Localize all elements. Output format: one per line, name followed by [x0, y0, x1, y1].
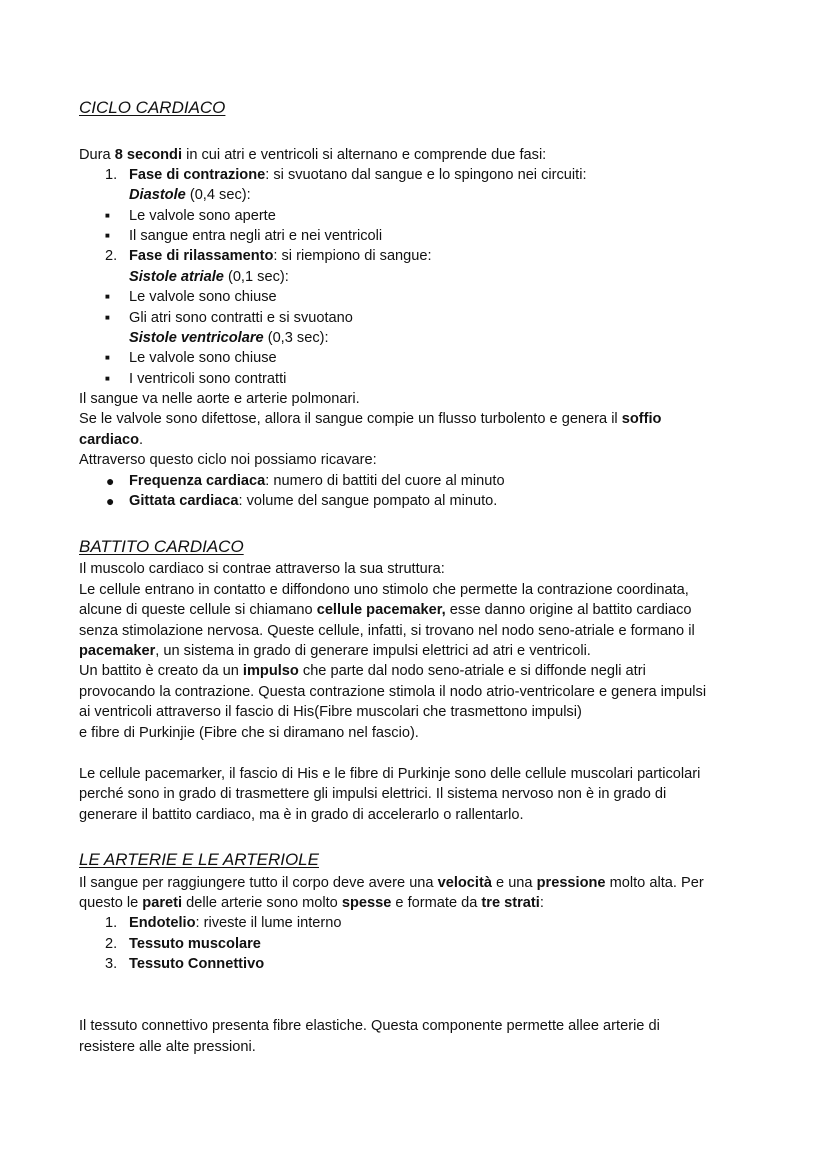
list-item: Gli atri sono contratti e si svuotano: [129, 310, 353, 326]
paragraph-line: ai ventricoli attraverso il fascio di His(Fibre muscolari che trasmettono impulsi): [79, 704, 582, 720]
list-item: I ventricoli sono contratti: [129, 371, 287, 387]
section-title-arterie: LE ARTERIE E LE ARTERIOLE: [79, 850, 319, 869]
paragraph-line: provocando la contrazione. Questa contrazione stimola il nodo atrio-ventricolare e genera impulsi: [79, 684, 707, 700]
round-bullet-icon: ●: [106, 473, 115, 489]
paragraph-line: senza stimolazione nervosa. Queste cellule, infatti, si trovano nel nodo seno-atriale e formano il: [79, 623, 695, 639]
list-item: Le valvole sono aperte: [129, 208, 276, 224]
list-item-frequenza: Frequenza cardiaca: numero di battiti del cuore al minuto: [129, 473, 505, 489]
subheading-diastole: Diastole (0,4 sec):: [129, 187, 251, 203]
list-number: 1.: [105, 915, 118, 931]
paragraph-line: Dura 8 secondi in cui atri e ventricoli si alternano e comprende due fasi:: [79, 147, 547, 163]
list-number: 2.: [105, 248, 118, 264]
list-number: 2.: [105, 936, 118, 952]
list-number: 3.: [105, 956, 118, 972]
list-item-fase-rilassamento: Fase di rilassamento: si riempiono di sangue:: [129, 248, 432, 264]
square-bullet-icon: ■: [105, 353, 110, 362]
paragraph-line: cardiaco.: [79, 432, 144, 448]
list-item-tessuto-muscolare: Tessuto muscolare: [129, 936, 261, 952]
subheading-sistole-atriale: Sistole atriale (0,1 sec):: [129, 269, 289, 285]
paragraph-line: resistere alle alte pressioni.: [79, 1039, 256, 1055]
paragraph-line: Il sangue per raggiungere tutto il corpo deve avere una velocità e una pressione molto alta. Per: [79, 875, 704, 891]
square-bullet-icon: ■: [105, 313, 110, 322]
square-bullet-icon: ■: [105, 374, 110, 383]
paragraph-line: Se le valvole sono difettose, allora il sangue compie un flusso turbolento e genera il soffio: [79, 411, 662, 427]
paragraph-line: Il sangue va nelle aorte e arterie polmonari.: [79, 391, 360, 407]
square-bullet-icon: ■: [105, 231, 110, 240]
list-item: Il sangue entra negli atri e nei ventricoli: [129, 228, 383, 244]
list-item-tessuto-connettivo: Tessuto Connettivo: [129, 956, 265, 972]
paragraph-line: questo le pareti delle arterie sono molto spesse e formate da tre strati:: [79, 895, 544, 911]
paragraph-line: Il muscolo cardiaco si contrae attraverso la sua struttura:: [79, 561, 445, 577]
paragraph-line: Attraverso questo ciclo noi possiamo ricavare:: [79, 452, 377, 468]
subheading-sistole-ventricolare: Sistole ventricolare (0,3 sec):: [129, 330, 329, 346]
paragraph-line: pacemaker, un sistema in grado di generare impulsi elettrici ad atri e ventricoli.: [79, 643, 591, 659]
list-item: Le valvole sono chiuse: [129, 289, 277, 305]
paragraph-line: perché sono in grado di trasmettere gli impulsi elettrici. Il sistema nervoso non è in grado di: [79, 786, 667, 802]
square-bullet-icon: ■: [105, 292, 110, 301]
paragraph-line: Le cellule pacemarker, il fascio di His e le fibre di Purkinje sono delle cellule muscolari particolari: [79, 766, 701, 782]
section-title-battito-cardiaco: BATTITO CARDIACO: [79, 537, 244, 556]
square-bullet-icon: ■: [105, 211, 110, 220]
paragraph-line: Le cellule entrano in contatto e diffondono uno stimolo che permette la contrazione coordinata,: [79, 582, 689, 598]
paragraph-line: generare il battito cardiaco, ma è in grado di accelerarlo o rallentarlo.: [79, 807, 524, 823]
paragraph-line: e fibre di Purkinjie (Fibre che si diramano nel fascio).: [79, 725, 419, 741]
paragraph-line: Un battito è creato da un impulso che parte dal nodo seno-atriale e si diffonde negli atri: [79, 663, 646, 679]
section-title-ciclo-cardiaco: CICLO CARDIACO: [79, 98, 226, 117]
round-bullet-icon: ●: [106, 493, 115, 509]
list-item: Le valvole sono chiuse: [129, 350, 277, 366]
paragraph-line: alcune di queste cellule si chiamano cellule pacemaker, esse danno origine al battito cardiaco: [79, 602, 692, 618]
list-item-gittata: Gittata cardiaca: volume del sangue pompato al minuto.: [129, 493, 498, 509]
paragraph-line: Il tessuto connettivo presenta fibre elastiche. Questa componente permette allee arterie di: [79, 1018, 660, 1034]
list-item-fase-contrazione: Fase di contrazione: si svuotano dal sangue e lo spingono nei circuiti:: [129, 167, 587, 183]
list-number: 1.: [105, 167, 118, 183]
list-item-endotelio: Endotelio: riveste il lume interno: [129, 915, 342, 931]
